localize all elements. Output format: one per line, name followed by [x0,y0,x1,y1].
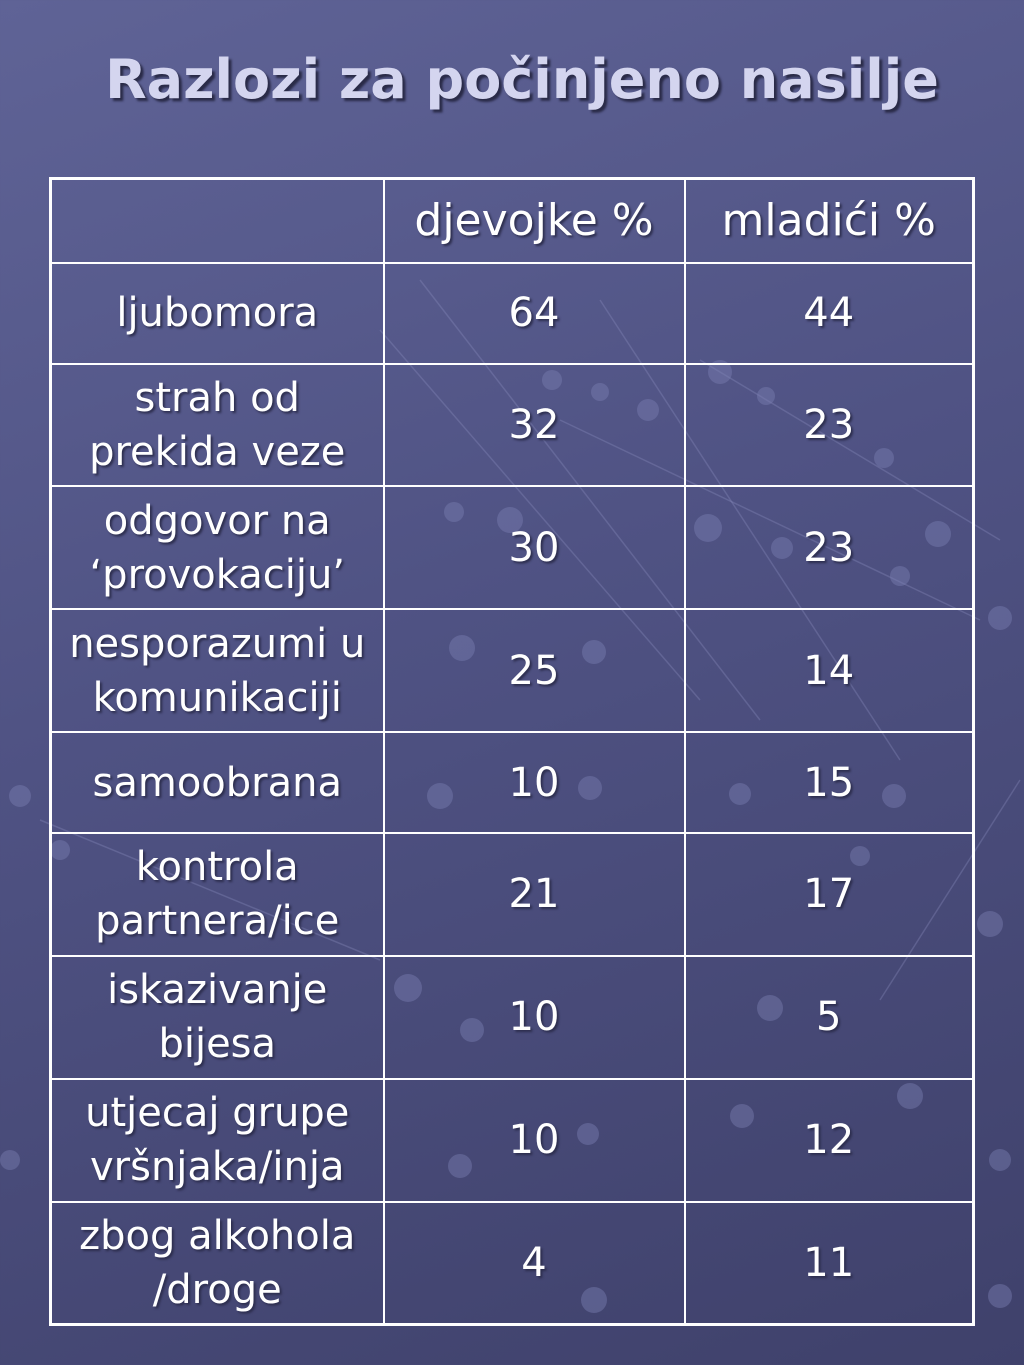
violence-reasons-table [49,177,975,1326]
djevojke-value: 4 [384,1202,685,1325]
row-label: ljubomora [51,263,384,364]
djevojke-value: 21 [384,833,685,956]
mladici-value: 23 [685,486,974,609]
djevojke-value: 32 [384,364,685,487]
row-label: nesporazumi u komunikaciji [51,609,384,732]
djevojke-value: 64 [384,263,685,364]
header-mladici: mladići % [685,179,974,264]
djevojke-value: 10 [384,732,685,833]
slide-title: Razlozi za počinjeno nasilje [105,48,939,111]
mladici-value: 11 [685,1202,974,1325]
mladici-value: 15 [685,732,974,833]
row-label: zbog alkohola /droge [51,1202,384,1325]
header-djevojke: djevojke % [384,179,685,264]
mladici-value: 23 [685,364,974,487]
table-row [51,1202,974,1325]
header-empty-cell [51,179,384,264]
table-row [51,609,974,732]
row-label: strah od prekida veze [51,364,384,487]
row-label: samoobrana [51,732,384,833]
row-label: kontrola partnera/ice [51,833,384,956]
table-row [51,732,974,833]
mladici-value: 5 [685,956,974,1079]
table-row [51,956,974,1079]
table-row [51,364,974,487]
djevojke-value: 30 [384,486,685,609]
mladici-value: 17 [685,833,974,956]
djevojke-value: 25 [384,609,685,732]
djevojke-value: 10 [384,1079,685,1202]
table-row [51,1079,974,1202]
djevojke-value: 10 [384,956,685,1079]
table-header-row [51,179,974,264]
table-row [51,263,974,364]
row-label: utjecaj grupe vršnjaka/inja [51,1079,384,1202]
mladici-value: 44 [685,263,974,364]
row-label: odgovor na ‘provokaciju’ [51,486,384,609]
mladici-value: 14 [685,609,974,732]
row-label: iskazivanje bijesa [51,956,384,1079]
table-row [51,486,974,609]
table-row [51,833,974,956]
mladici-value: 12 [685,1079,974,1202]
